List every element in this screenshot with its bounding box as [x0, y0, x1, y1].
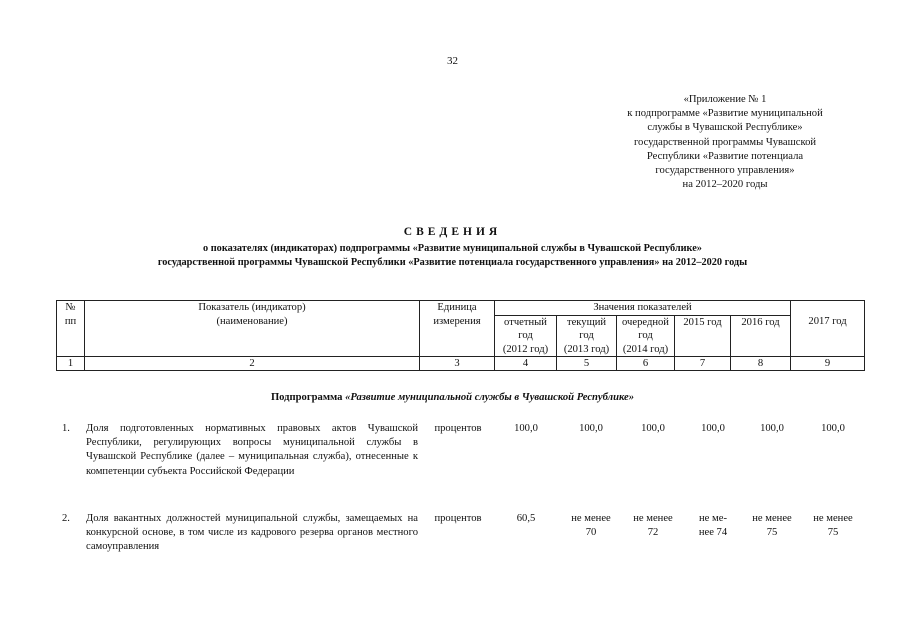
row-unit: процентов — [434, 513, 482, 524]
column-number: 8 — [731, 357, 791, 371]
row-value-2013: 100,0 — [579, 423, 603, 434]
subprogram-heading-prefix: Подпрограмма — [270, 392, 346, 403]
col-header-values-group: Значения показателей — [495, 301, 791, 316]
column-numbers-row — [57, 357, 865, 371]
row-indicator: Доля вакантных должностей муниципальной службы, замещаемых на конкурсной основе, в том числе из кадрового резерва органов местного самоуправления — [86, 513, 418, 553]
row-indicator: Доля подготовленных нормативных правовых актов Чувашской Республики, регулирующих вопросы муниципальной службы в Чувашской Республике (далее – муниципальная служба), отнесенные к компетенции субъекта Российской Федерации — [86, 423, 418, 477]
row-value-2014: 100,0 — [641, 423, 665, 434]
column-number: 2 — [85, 357, 420, 371]
column-number: 9 — [791, 357, 865, 371]
row-value-2015: не ме- нее 74 — [698, 513, 728, 539]
col-header-year-2016: 2016 год — [731, 315, 791, 357]
column-number: 5 — [557, 357, 617, 371]
row-value-2012: 60,5 — [516, 513, 536, 524]
row-value-2017: 100,0 — [821, 423, 845, 434]
col-header-number: № пп — [57, 301, 85, 357]
col-header-indicator: Показатель (индикатор) (наименование) — [85, 301, 420, 357]
row-value-2016: 100,0 — [760, 423, 784, 434]
page-number: 32 — [447, 55, 458, 67]
subtitle-line: о показателях (индикаторах) подпрограммы «Развитие муниципальной службы в Чувашской Республике» — [203, 243, 702, 254]
indicators-table-header — [56, 300, 865, 371]
col-header-blank — [791, 301, 865, 316]
column-number: 3 — [420, 357, 495, 371]
row-value-2012: 100,0 — [514, 423, 538, 434]
appendix-line: на 2012–2020 годы — [682, 179, 768, 191]
appendix-line: «Приложение № 1 — [683, 94, 767, 105]
document-subtitle — [0, 242, 905, 270]
appendix-line: государственного управления» — [655, 165, 795, 177]
appendix-line: Республики «Развитие потенциала — [646, 150, 804, 162]
col-header-year-2013: текущий год (2013 год) — [557, 315, 617, 357]
col-header-year-2017: 2017 год — [791, 315, 865, 357]
column-number: 4 — [495, 357, 557, 371]
row-value-2016: не менее 75 — [752, 513, 792, 539]
column-number: 6 — [617, 357, 675, 371]
column-number: 1 — [57, 357, 85, 371]
appendix-note — [598, 93, 852, 192]
appendix-line: государственной программы Чувашской — [633, 136, 817, 148]
row-value-2014: не менее 72 — [633, 513, 673, 539]
subtitle-line: государственной программы Чувашской Республики «Развитие потенциала государственного управления» на 2012–2020 годы — [157, 257, 748, 269]
col-header-year-2014: очередной год (2014 год) — [617, 315, 675, 357]
column-number: 7 — [675, 357, 731, 371]
col-header-unit: Единица измерения — [420, 301, 495, 357]
col-header-year-2015: 2015 год — [675, 315, 731, 357]
col-header-year-2012: отчетный год (2012 год) — [495, 315, 557, 357]
appendix-line: к подпрограмме «Развитие муниципальной — [627, 108, 823, 120]
row-number: 1. — [62, 423, 70, 434]
subprogram-heading-name: «Развитие муниципальной службы в Чувашской Республике» — [345, 392, 635, 403]
appendix-line: службы в Чувашской Республике» — [647, 122, 803, 134]
row-number: 2. — [62, 513, 70, 524]
row-value-2013: не менее 70 — [571, 513, 611, 539]
row-value-2017: не менее 75 — [813, 513, 853, 539]
row-value-2015: 100,0 — [701, 423, 725, 434]
row-unit: процентов — [434, 423, 482, 434]
subprogram-heading — [0, 392, 905, 403]
document-title: СВЕДЕНИЯ — [403, 226, 502, 238]
